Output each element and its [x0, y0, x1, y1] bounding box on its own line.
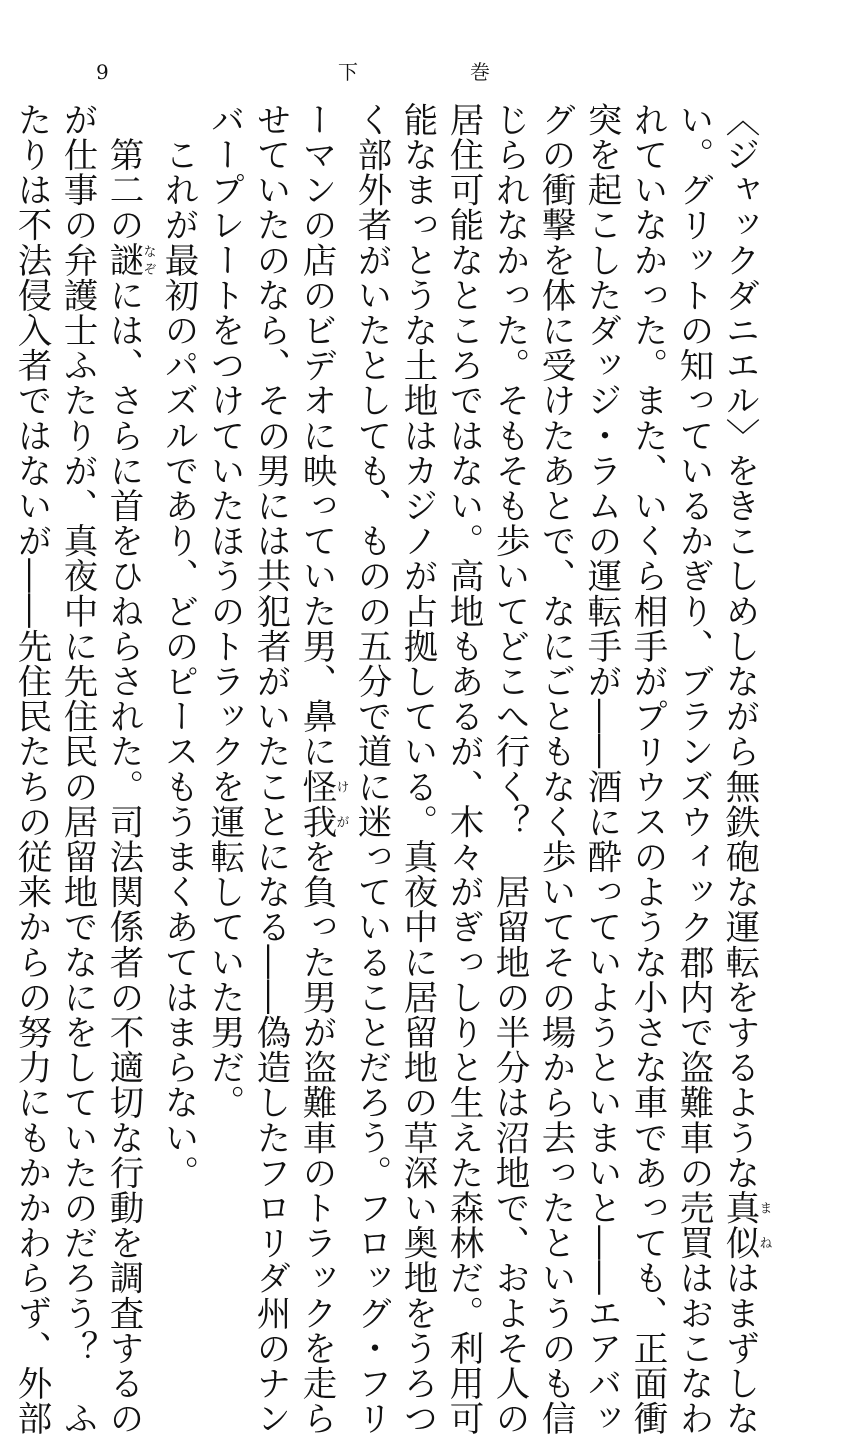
text-line [624, 102, 670, 1436]
running-head: 下巻 [338, 60, 602, 84]
text-line [440, 102, 486, 1436]
text-line [670, 102, 716, 1436]
text-run: バープレートをつけていたほうのトラックを運転していた男だ。 [204, 102, 244, 1120]
text-line [8, 102, 54, 1436]
text-run: には、さらに首をひねらされた。司法関係者の不適切な行動を調査するの [103, 277, 143, 1436]
ruby-annotation [103, 242, 156, 278]
text-line [54, 102, 100, 1436]
text-run: い。グリットの知っているかぎり、ブランズウィック郡内で盗難車の売買はおこなわ [673, 102, 713, 1436]
text-line [394, 102, 440, 1436]
text-run: 第二の [103, 102, 143, 243]
text-line [201, 102, 247, 1142]
text-run: く部外者がいたとしても、ものの五分で道に迷っていることだろう。フロッグ・フリ [351, 102, 391, 1436]
ruby-base: 真似 [719, 1190, 759, 1261]
text-run: はまずしな [719, 1260, 759, 1436]
page-number: 9 [96, 60, 109, 84]
text-run: これが最初のパズルであり、どのピースもうまくあてはまらない。 [158, 102, 198, 1191]
text-run: 突を起こしたダッジ・ラムの運転手が――酒に酔っていようといまいと――エアバッ [581, 102, 621, 1436]
text-line [247, 102, 293, 1436]
ruby-reading: けが [333, 768, 349, 840]
ruby-reading: なぞ [140, 242, 156, 278]
text-run: が仕事の弁護士ふたりが、真夜中に先住民の居留地でなにをしていたのだろう？ ふ [57, 102, 97, 1436]
text-run: たりは不法侵入者ではないが――先住民たちの従来からの努力にもかかわらず、外部 [11, 102, 51, 1436]
text-line [578, 102, 624, 1436]
text-run: ーマンの店のビデオに映っていた男、鼻に [296, 102, 336, 769]
text-run: 居住可能なところではない。高地もあるが、木々がぎっしりと生えた森林だ。利用可 [443, 102, 483, 1436]
text-line [155, 102, 201, 1191]
body-text [11, 102, 772, 1436]
text-run: じられなかった。そもそも歩いてどこへ行く？ 居留地の半分は沼地で、およそ人の [489, 102, 529, 1436]
text-line [100, 102, 156, 1436]
text-run: グの衝撃を体に受けたあとで、なにごともなく歩いてその場から去ったというのも信 [535, 102, 575, 1436]
ruby-base: 謎 [103, 242, 143, 278]
text-run: を負った男が盗難車のトラックを走ら [296, 839, 336, 1436]
text-line [348, 102, 394, 1436]
ruby-reading: まね [756, 1190, 772, 1261]
text-run: 能なまっとうな土地はカジノが占拠している。真夜中に居留地の草深い奥地をうろつ [397, 102, 437, 1436]
text-run: れていなかった。また、いくら相手がプリウスのような小さな車であっても、正面衝 [627, 102, 667, 1436]
text-run: せていたのなら、その男には共犯者がいたことになる――偽造したフロリダ州のナン [250, 102, 290, 1436]
ruby-base: 怪我 [296, 768, 336, 840]
text-line [532, 102, 578, 1436]
text-run: 〈ジャックダニエル〉をきこしめしながら無鉄砲な運転をするような [719, 102, 759, 1191]
text-line [716, 102, 772, 1436]
ruby-annotation [719, 1190, 772, 1261]
ruby-annotation [296, 768, 349, 840]
text-line [486, 102, 532, 1436]
text-line [293, 102, 349, 1436]
